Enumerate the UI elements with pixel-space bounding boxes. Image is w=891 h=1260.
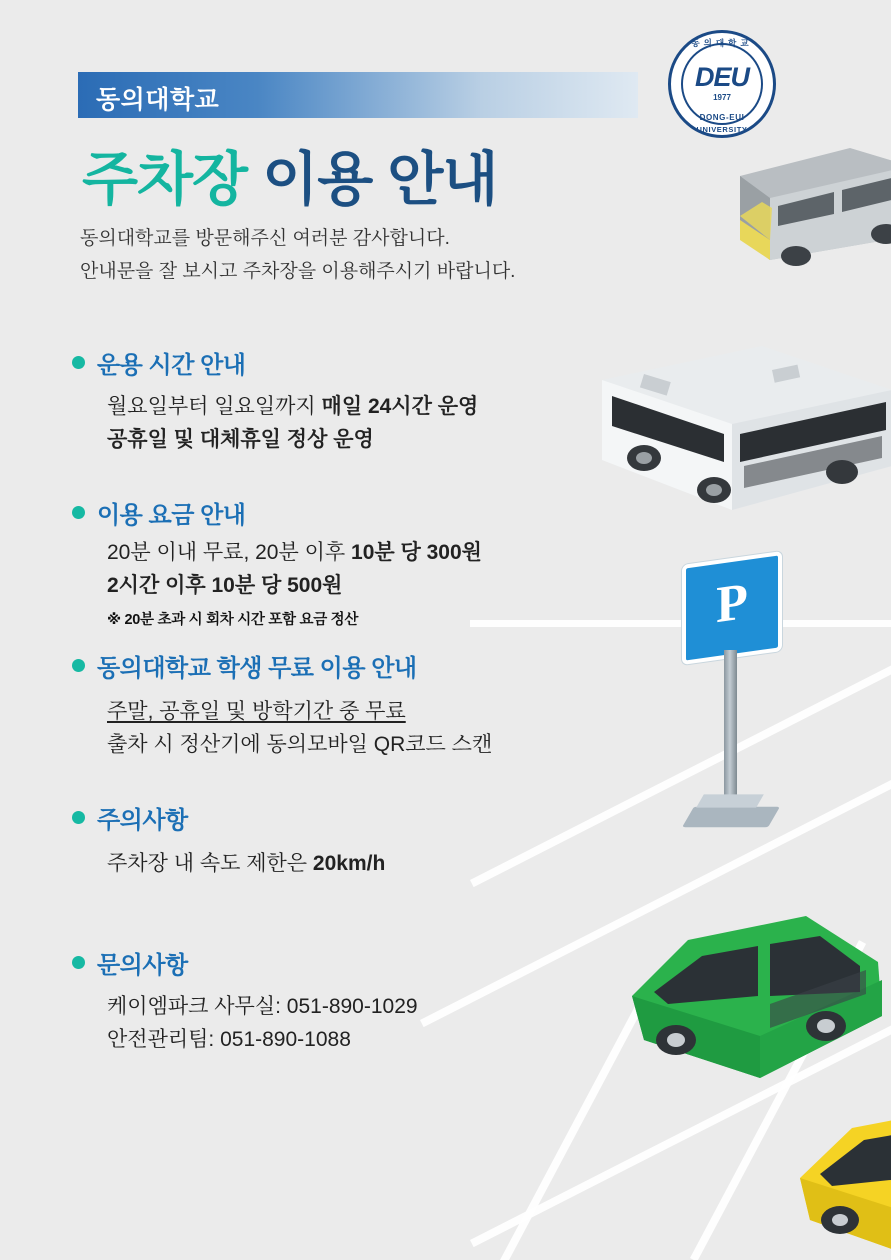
section-body <box>107 990 418 1056</box>
section-header <box>72 800 385 835</box>
emblem-bottom-text-2: UNIVERSITY <box>696 125 748 134</box>
section-line: 출차 시 정산기에 동의모바일 QR코드 스캔 <box>107 733 493 757</box>
page-title <box>82 132 497 216</box>
section-cautions <box>72 800 385 880</box>
intro-line-1: 동의대학교를 방문해주신 여러분 감사합니다. <box>80 228 450 249</box>
section-title: 주의사항 <box>97 807 188 834</box>
section-line: 월요일부터 일요일까지 매일 24시간 운영 <box>107 395 479 418</box>
section-line: 20분 이내 무료, 20분 이후 10분 당 300원 <box>107 541 482 564</box>
bullet-icon <box>72 956 85 969</box>
section-line: 2시간 이후 10분 당 500원 <box>107 574 343 598</box>
emblem-monogram: DEU <box>694 62 749 92</box>
bullet-icon <box>72 659 85 672</box>
university-name: 동의대학교 <box>96 86 220 114</box>
section-note: ※ 20분 초과 시 회차 시간 포함 요금 정산 <box>107 612 359 629</box>
section-body <box>107 390 478 456</box>
emblem-year: 1977 <box>713 93 731 102</box>
section-title: 이용 요금 안내 <box>97 502 246 529</box>
section-fees <box>72 495 482 629</box>
section-title: 동의대학교 학생 무료 이용 안내 <box>97 655 417 682</box>
section-header <box>72 648 492 683</box>
yellow-car-illustration <box>786 1086 891 1260</box>
page-title-part2: 이용 안내 <box>262 147 498 212</box>
section-body <box>107 847 385 880</box>
section-line: 주차장 내 속도 제한은 20km/h <box>107 852 386 875</box>
section-body <box>107 695 492 761</box>
bus-illustration <box>592 338 891 528</box>
university-emblem-icon <box>668 30 776 138</box>
bullet-icon <box>72 811 85 824</box>
parking-sign-plate <box>682 551 782 665</box>
section-header <box>72 495 482 530</box>
contact-kmpark: 케이엠파크 사무실: 051-890-1029 <box>107 995 418 1018</box>
section-operating-hours <box>72 345 478 456</box>
emblem-bottom-text-1: DONG-EUI <box>699 113 745 122</box>
section-contact <box>72 945 418 1056</box>
sign-pole <box>724 650 737 808</box>
bullet-icon <box>72 506 85 519</box>
contact-safety-team: 안전관리팀: 051-890-1088 <box>107 1028 351 1052</box>
van-illustration <box>700 128 891 273</box>
section-title: 운용 시간 안내 <box>97 352 246 379</box>
parking-sign <box>660 558 800 858</box>
emblem-top-text: 동의대학교 <box>691 38 753 48</box>
intro-line-2: 안내문을 잘 보시고 주차장을 이용해주시기 바랍니다. <box>80 261 516 283</box>
section-title: 문의사항 <box>97 952 188 979</box>
sign-base-top <box>696 794 764 807</box>
page-title-part1: 주차장 <box>82 147 248 212</box>
bullet-icon <box>72 356 85 369</box>
parking-p-icon: P <box>716 572 748 635</box>
sign-base <box>682 807 780 827</box>
section-body <box>107 536 482 629</box>
section-line: 주말, 공휴일 및 방학기간 중 무료 <box>107 700 406 723</box>
section-header <box>72 345 478 380</box>
intro-text <box>80 222 515 289</box>
section-student-free-use <box>72 648 492 761</box>
section-line: 공휴일 및 대체휴일 정상 운영 <box>107 428 374 452</box>
green-car-illustration <box>610 900 891 1100</box>
section-header <box>72 945 418 980</box>
